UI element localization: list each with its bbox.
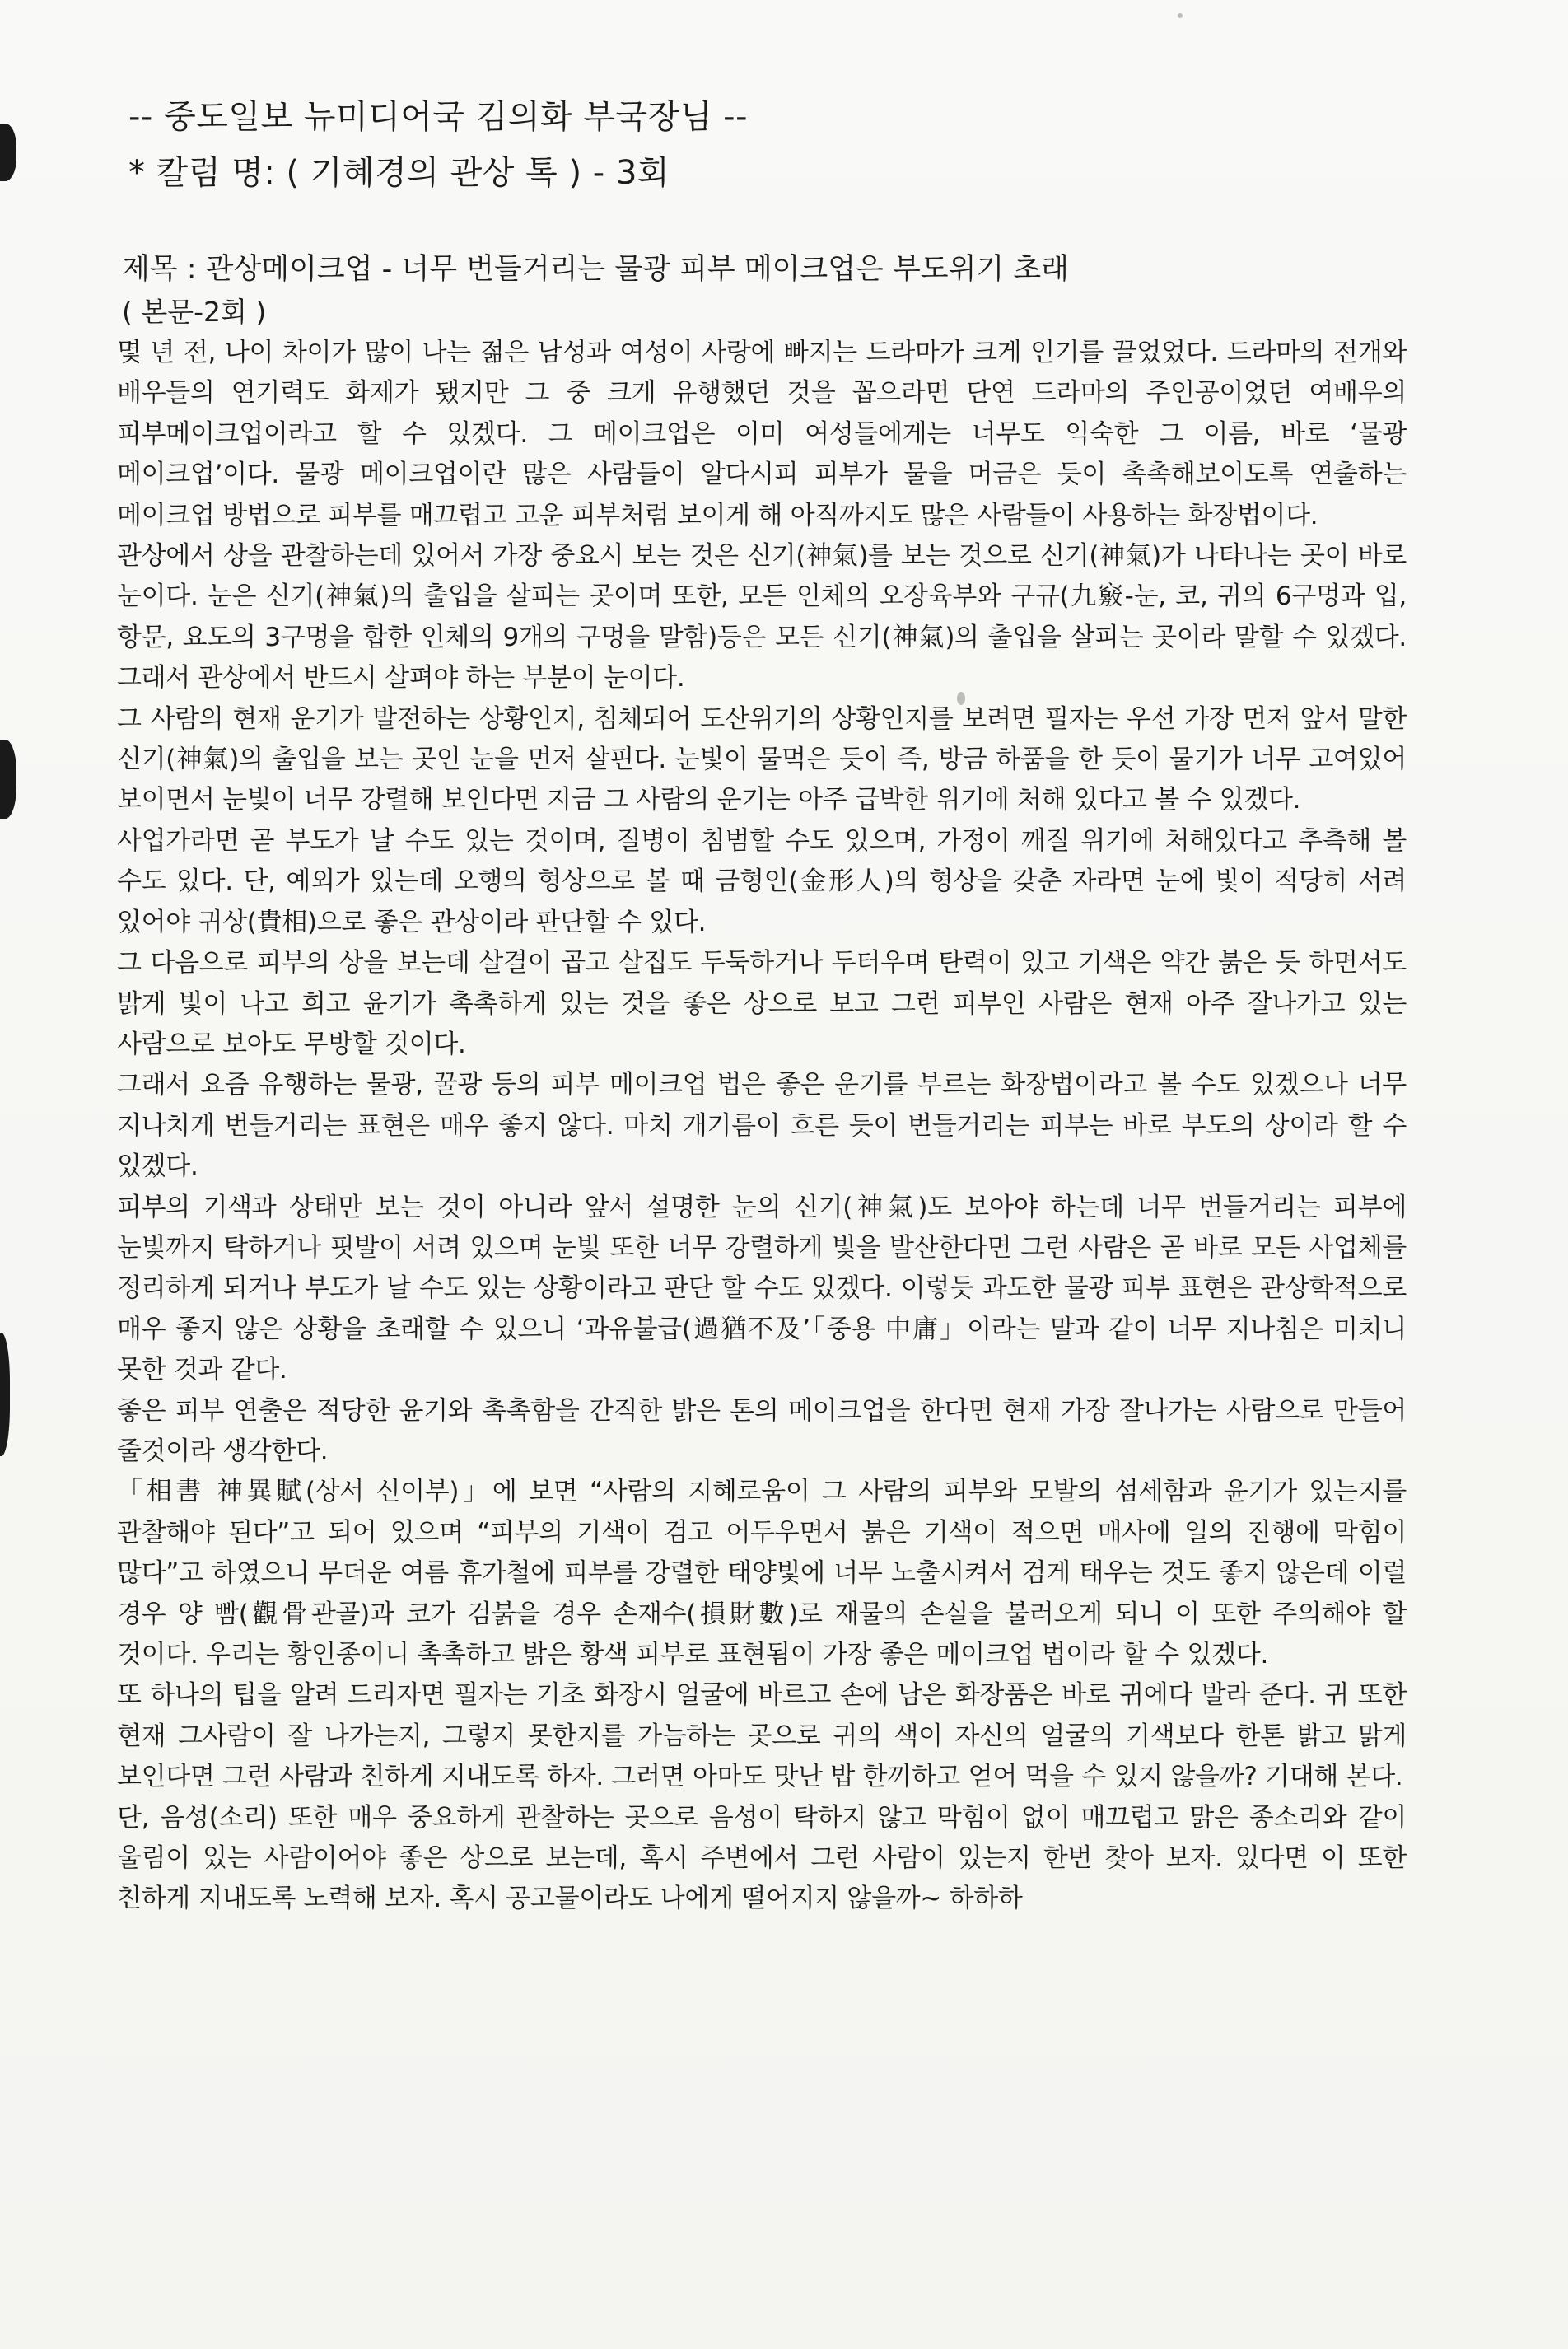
article-body [117, 333, 1407, 1920]
paragraph: 단, 음성(소리) 또한 매우 중요하게 관찰하는 곳으로 음성이 탁하지 않고 막힘이 없이 매끄럽고 맑은 종소리와 같이 울림이 있는 사람이어야 좋은 상으로 보는데, 혹시 주변에서 그런 사람이 있는지 한번 찾아 보자. 있다면 이 또한 친하게 지내도록 노력해 보자. 혹시 공고물이라도 나에게 떨어지지 않을까~ 하하하 [117, 1802, 1407, 1914]
paragraph: 좋은 피부 연출은 적당한 윤기와 촉촉함을 간직한 밝은 톤의 메이크업을 한다면 현재 가장 잘나가는 사람으로 만들어 줄것이라 생각한다. [117, 1395, 1407, 1466]
scan-speck [1178, 13, 1183, 18]
paragraph: 몇 년 전, 나이 차이가 많이 나는 젊은 남성과 여성이 사랑에 빠지는 드라마가 크게 인기를 끌었었다. 드라마의 전개와 배우들의 연기력도 화제가 됐지만 그 중 크게 유행했던 것을 꼽으라면 단연 드라마의 주인공이었던 여배우의 피부메이크업이라고 할 수 있겠다. 그 메이크업은 이미 여성들에게는 너무도 익숙한 그 이름, 바로 ‘물광 메이크업’이다. 물광 메이크업이란 많은 사람들이 알다시피 피부가 물을 머금은 듯이 촉촉해보이도록 연출하는 메이크업 방법으로 피부를 매끄럽고 고운 피부처럼 보이게 해 아직까지도 많은 사람들이 사용하는 화장법이다. [117, 338, 1407, 530]
paragraph: 또 하나의 팁을 알려 드리자면 필자는 기초 화장시 얼굴에 바르고 손에 남은 화장품은 바로 귀에다 발라 준다. 귀 또한 현재 그사람이 잘 나가는지, 그렇지 못한지를 가늠하는 곳으로 귀의 색이 자신의 얼굴의 기색보다 한톤 밝고 맑게 보인다면 그런 사람과 친하게 지내도록 하자. 그러면 아마도 맛난 밥 한끼하고 얻어 먹을 수 있지 않을까? 기대해 본다. [117, 1680, 1407, 1792]
article-part-label: ( 본문-2회 ) [122, 296, 267, 328]
paragraph: 사업가라면 곧 부도가 날 수도 있는 것이며, 질병이 침범할 수도 있으며, 가정이 깨질 위기에 처해있다고 추측해 볼 수도 있다. 단, 예외가 있는데 오행의 형상으로 볼 때 금형인(金形人)의 형상을 갖춘 자라면 눈에 빛이 적당히 서려 있어야 귀상(貴相)으로 좋은 관상이라 판단할 수 있다. [117, 825, 1407, 937]
binder-hole-middle [0, 740, 16, 819]
column-name-line: * 칼럼 명: ( 기혜경의 관상 톡 ) - 3회 [128, 154, 670, 192]
binder-hole-bottom [0, 1333, 10, 1456]
paragraph: 그 다음으로 피부의 상을 보는데 살결이 곱고 살집도 두둑하거나 두터우며 탄력이 있고 기색은 약간 붉은 듯 하면서도 밝게 빛이 나고 희고 윤기가 촉촉하게 있는 것을 좋은 상으로 보고 그런 피부인 사람은 현재 아주 잘나가고 있는 사람으로 보아도 무방할 것이다. [117, 948, 1407, 1059]
paragraph: 관상에서 상을 관찰하는데 있어서 가장 중요시 보는 것은 신기(神氣)를 보는 것으로 신기(神氣)가 나타나는 곳이 바로 눈이다. 눈은 신기(神氣)의 출입을 살피는 곳이며 또한, 모든 인체의 오장육부와 구규(九竅-눈, 코, 귀의 6구멍과 입, 항문, 요도의 3구멍을 합한 인체의 9개의 구멍을 말함)등은 모든 신기(神氣)의 출입을 살피는 곳이라 말할 수 있겠다. 그래서 관상에서 반드시 살펴야 하는 부분이 눈이다. [117, 541, 1407, 693]
paragraph: 그래서 요즘 유행하는 물광, 꿀광 등의 피부 메이크업 법은 좋은 운기를 부르는 화장법이라고 볼 수도 있겠으나 너무 지나치게 번들거리는 표현은 매우 좋지 않다. 마치 개기름이 흐른 듯이 번들거리는 피부는 바로 부도의 상이라 할 수 있겠다. [117, 1070, 1407, 1182]
paragraph: 그 사람의 현재 운기가 발전하는 상황인지, 침체되어 도산위기의 상황인지를 보려면 필자는 우선 가장 먼저 앞서 말한 신기(神氣)의 출입을 보는 곳인 눈을 먼저 살핀다. 눈빛이 물먹은 듯이 즉, 방금 하품을 한 듯이 물기가 너무 고여있어 보이면서 눈빛이 너무 강렬해 보인다면 지금 그 사람의 운기는 아주 급박한 위기에 처해 있다고 볼 수 있겠다. [117, 703, 1407, 815]
binder-hole-top [0, 124, 16, 181]
paragraph: 피부의 기색과 상태만 보는 것이 아니라 앞서 설명한 눈의 신기(神氣)도 보아야 하는데 너무 번들거리는 피부에 눈빛까지 탁하거나 핏발이 서려 있으며 눈빛 또한 너무 강렬하게 빛을 발산한다면 그런 사람은 곧 바로 모든 사업체를 정리하게 되거나 부도가 날 수도 있는 상황이라고 판단 할 수도 있겠다. 이렇듯 과도한 물광 피부 표현은 관상학적으로 매우 좋지 않은 상황을 초래할 수 있으니 ‘과유불급(過猶不及’「중용 中庸」이라는 말과 같이 너무 지나침은 미치니 못한 것과 같다. [117, 1192, 1407, 1385]
article-title: 제목 : 관상메이크업 - 너무 번들거리는 물광 피부 메이크업은 부도위기 초래 [122, 253, 1069, 286]
newspaper-line: -- 중도일보 뉴미디어국 김의화 부국장님 -- [128, 98, 749, 136]
article-heading [122, 247, 1456, 333]
paragraph: 「相書 神異賦(상서 신이부)」에 보면 “사람의 지혜로움이 그 사람의 피부와 모발의 섬세함과 윤기가 있는지를 관찰해야 된다”고 되어 있으며 “피부의 기색이 검고 어두우면서 붉은 기색이 적으면 매사에 일의 진행에 막힘이 많다”고 하였으니 무더운 여름 휴가철에 피부를 강렬한 태양빛에 너무 노출시켜서 검게 태우는 것도 좋지 않은데 이럴 경우 양 빰(觀骨관골)과 코가 검붉을 경우 손재수(損財數)로 재물의 손실을 불러오게 되니 이 또한 주의해야 할 것이다. 우리는 황인종이니 촉촉하고 밝은 황색 피부로 표현됨이 가장 좋은 메이크업 법이라 할 수 있겠다. [117, 1477, 1407, 1670]
column-header [128, 89, 1446, 201]
